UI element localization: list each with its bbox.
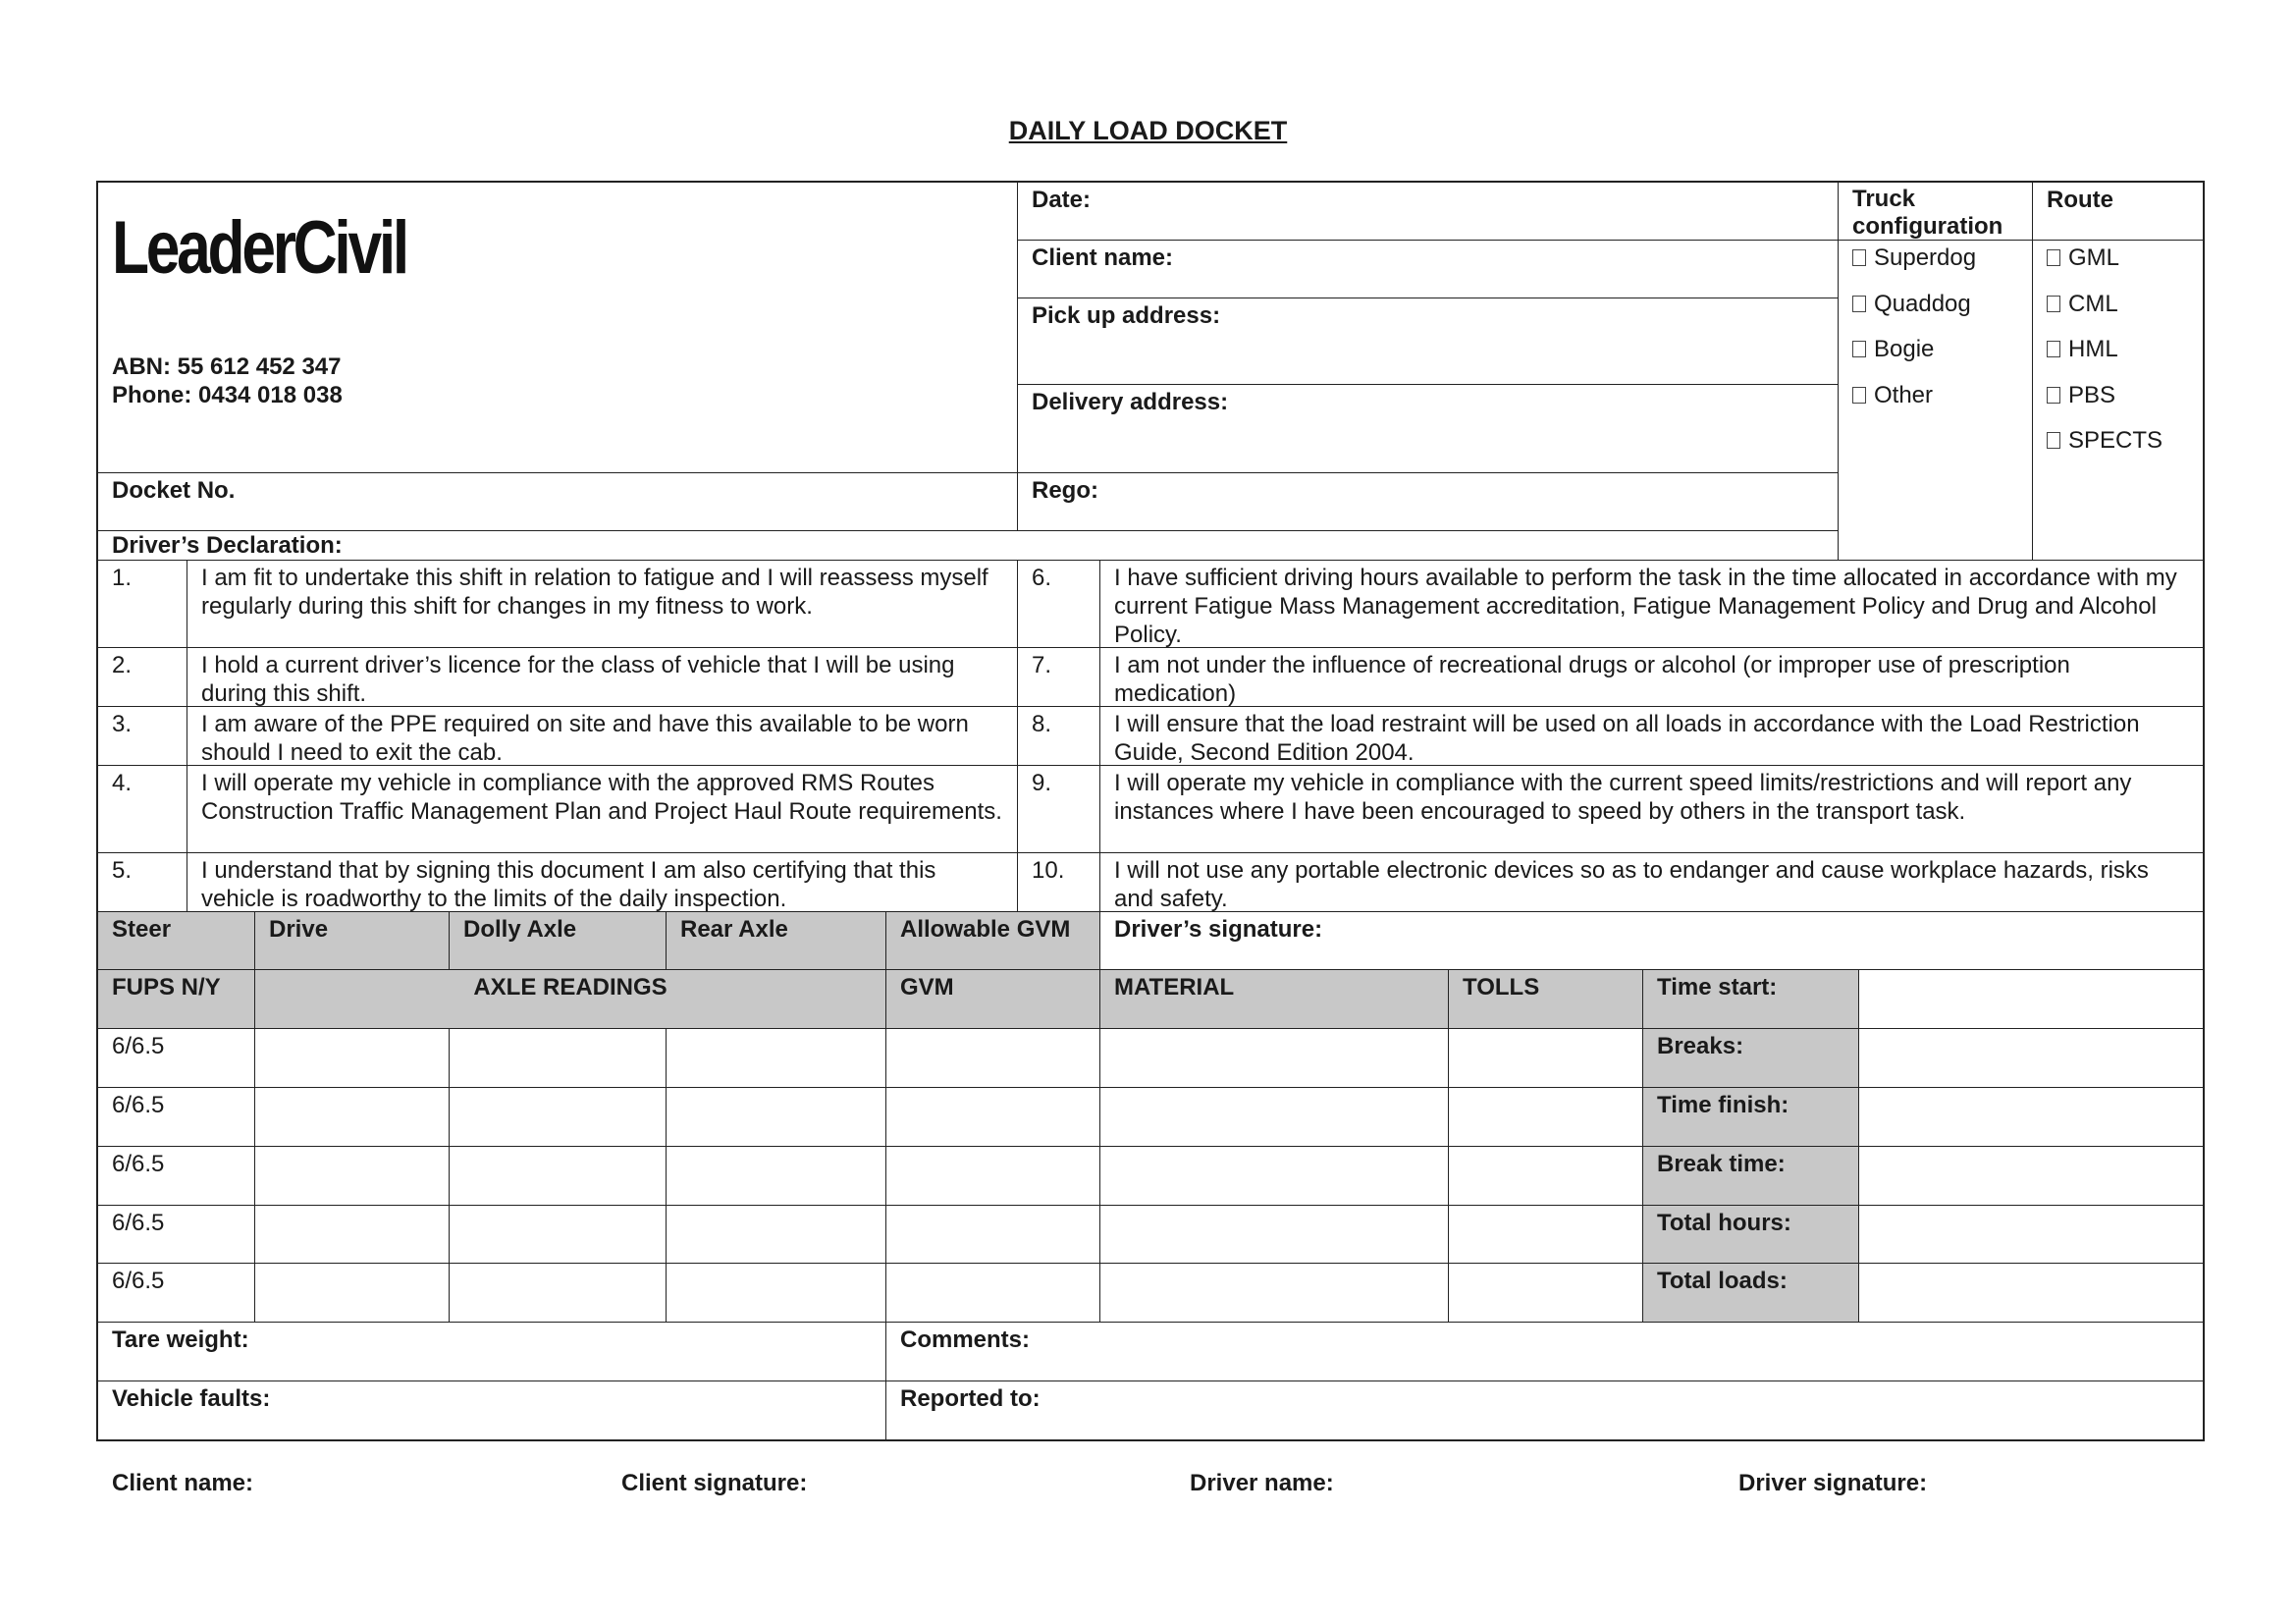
delivery-address-label: Delivery address: xyxy=(1032,389,1229,415)
pickup-address-label: Pick up address: xyxy=(1032,302,1221,329)
tolls-entry[interactable] xyxy=(1448,1087,1643,1147)
material-entry[interactable] xyxy=(1099,1146,1449,1206)
material-entry[interactable] xyxy=(1099,1263,1449,1323)
dolly-axle-entry[interactable] xyxy=(449,1205,667,1264)
docket-no-label: Docket No. xyxy=(112,477,236,504)
breaks-entry[interactable] xyxy=(1858,1028,2204,1088)
tare-weight-label: Tare weight: xyxy=(112,1326,249,1353)
gvm-header: GVM xyxy=(885,969,1100,1029)
client-name-label: Client name: xyxy=(1032,244,1174,271)
footer-driver-signature[interactable]: Driver signature: xyxy=(1738,1470,1928,1496)
route-option-label: SPECTS xyxy=(2068,427,2163,454)
tolls-entry[interactable] xyxy=(1448,1263,1643,1323)
document-title: DAILY LOAD DOCKET xyxy=(1008,116,1288,145)
rego-field[interactable] xyxy=(1017,472,1839,531)
company-block xyxy=(97,182,1018,473)
route-option-label: HML xyxy=(2068,336,2118,362)
rear-axle-header: Rear Axle xyxy=(666,911,886,970)
drive-entry[interactable] xyxy=(254,1205,450,1264)
gvm-entry[interactable] xyxy=(885,1205,1100,1264)
allowable-gvm-header: Allowable GVM xyxy=(885,911,1100,970)
material-entry[interactable] xyxy=(1099,1028,1449,1088)
declaration-text: I will not use any portable electronic devices so as to endanger and cause workplace hazards, risks and safety. xyxy=(1099,852,2204,912)
declaration-number: 8. xyxy=(1017,706,1100,766)
declaration-number: 10. xyxy=(1017,852,1100,912)
drive-entry[interactable] xyxy=(254,1028,450,1088)
rear-axle-entry[interactable] xyxy=(666,1146,886,1206)
rear-axle-entry[interactable] xyxy=(666,1205,886,1264)
docket-no-field[interactable] xyxy=(97,472,1018,531)
declaration-text: I have sufficient driving hours available to perform the task in the time allocated in accordance with my current Fatigue Mass Management accreditation, Fatigue Management Policy and Drug and Alcohol Policy. xyxy=(1099,560,2204,648)
tolls-entry[interactable] xyxy=(1448,1205,1643,1264)
delivery-address-field[interactable] xyxy=(1017,384,1839,473)
truck-option-quaddog[interactable] xyxy=(1852,290,2018,336)
declaration-number: 4. xyxy=(97,765,187,853)
truck-config-options xyxy=(1838,240,2033,561)
declaration-text: I am not under the influence of recreational drugs or alcohol (or improper use of prescription medication) xyxy=(1099,647,2204,707)
material-header: MATERIAL xyxy=(1099,969,1449,1029)
total-hours-label: Total hours: xyxy=(1642,1205,1859,1264)
steer-value: 6/6.5 xyxy=(97,1263,255,1323)
checkbox-icon[interactable] xyxy=(1852,387,1866,404)
footer-client-name[interactable]: Client name: xyxy=(112,1470,254,1496)
company-abn: ABN: 55 612 452 347 xyxy=(112,353,342,380)
truck-option-bogie[interactable] xyxy=(1852,335,2018,381)
tolls-header: TOLLS xyxy=(1448,969,1643,1029)
comments-field[interactable] xyxy=(885,1322,2204,1381)
steer-value: 6/6.5 xyxy=(97,1087,255,1147)
drive-header: Drive xyxy=(254,911,450,970)
break-time-entry[interactable] xyxy=(1858,1146,2204,1206)
truck-option-label: Quaddog xyxy=(1874,290,1971,317)
declaration-heading xyxy=(97,530,1839,561)
time-start-label: Time start: xyxy=(1642,969,1859,1029)
total-loads-label: Total loads: xyxy=(1642,1263,1859,1323)
declaration-text: I understand that by signing this document I am also certifying that this vehicle is roadworthy to the limits of the daily inspection. xyxy=(187,852,1018,912)
checkbox-icon[interactable] xyxy=(2047,249,2060,266)
steer-value: 6/6.5 xyxy=(97,1205,255,1264)
declaration-number: 1. xyxy=(97,560,187,648)
route-option-pbs[interactable] xyxy=(2047,381,2189,427)
declaration-number: 2. xyxy=(97,647,187,707)
gvm-entry[interactable] xyxy=(885,1146,1100,1206)
material-entry[interactable] xyxy=(1099,1205,1449,1264)
rear-axle-entry[interactable] xyxy=(666,1263,886,1323)
drive-entry[interactable] xyxy=(254,1146,450,1206)
declaration-number: 3. xyxy=(97,706,187,766)
declaration-number: 5. xyxy=(97,852,187,912)
client-name-field[interactable] xyxy=(1017,240,1839,298)
truck-option-label: Bogie xyxy=(1874,336,1935,362)
gvm-entry[interactable] xyxy=(885,1087,1100,1147)
route-option-label: GML xyxy=(2068,244,2120,271)
route-option-gml[interactable] xyxy=(2047,244,2189,290)
gvm-entry[interactable] xyxy=(885,1028,1100,1088)
route-header xyxy=(2032,182,2204,241)
checkbox-icon[interactable] xyxy=(2047,387,2060,404)
rego-label: Rego: xyxy=(1032,477,1098,504)
declaration-text: I am aware of the PPE required on site and have this available to be worn should I need to exit the cab. xyxy=(187,706,1018,766)
dolly-axle-entry[interactable] xyxy=(449,1263,667,1323)
vehicle-faults-field[interactable] xyxy=(97,1380,886,1440)
time-start-entry[interactable] xyxy=(1858,969,2204,1029)
drive-entry[interactable] xyxy=(254,1263,450,1323)
drivers-signature-field[interactable] xyxy=(1099,911,2204,970)
checkbox-icon[interactable] xyxy=(1852,341,1866,357)
fups-header: FUPS N/Y xyxy=(97,969,255,1029)
steer-value: 6/6.5 xyxy=(97,1146,255,1206)
declaration-text: I will operate my vehicle in compliance with the approved RMS Routes Construction Traffic Management Plan and Project Haul Route requirements. xyxy=(187,765,1018,853)
time-finish-label: Time finish: xyxy=(1642,1087,1859,1147)
tolls-entry[interactable] xyxy=(1448,1146,1643,1206)
checkbox-icon[interactable] xyxy=(2047,432,2060,449)
date-field[interactable] xyxy=(1017,182,1839,241)
route-options xyxy=(2032,240,2204,561)
declaration-text: I will operate my vehicle in compliance with the current speed limits/restrictions and will report any instances where I have been encouraged to speed by others in the transport task. xyxy=(1099,765,2204,853)
route-option-label: PBS xyxy=(2068,381,2116,408)
rear-axle-entry[interactable] xyxy=(666,1028,886,1088)
truck-option-other[interactable] xyxy=(1852,381,2018,427)
drivers-signature-label: Driver’s signature: xyxy=(1114,916,1323,943)
company-logo: LeaderCivil xyxy=(112,206,406,290)
dolly-axle-header: Dolly Axle xyxy=(449,911,667,970)
company-phone: Phone: 0434 018 038 xyxy=(112,382,343,408)
reported-to-field[interactable] xyxy=(885,1380,2204,1440)
drive-entry[interactable] xyxy=(254,1087,450,1147)
material-entry[interactable] xyxy=(1099,1087,1449,1147)
total-hours-entry[interactable] xyxy=(1858,1205,2204,1264)
truck-option-label: Other xyxy=(1874,381,1934,408)
route-label: Route xyxy=(2047,187,2113,213)
tolls-entry[interactable] xyxy=(1448,1028,1643,1088)
pickup-address-field[interactable] xyxy=(1017,298,1839,385)
axle-readings-header: AXLE READINGS xyxy=(254,969,886,1029)
total-loads-entry[interactable] xyxy=(1858,1263,2204,1323)
footer-driver-name[interactable]: Driver name: xyxy=(1190,1470,1334,1496)
steer-value: 6/6.5 xyxy=(97,1028,255,1088)
reported-to-label: Reported to: xyxy=(900,1385,1041,1412)
break-time-label: Break time: xyxy=(1642,1146,1859,1206)
dolly-axle-entry[interactable] xyxy=(449,1087,667,1147)
footer-client-signature[interactable]: Client signature: xyxy=(621,1470,808,1496)
declaration-number: 7. xyxy=(1017,647,1100,707)
breaks-label: Breaks: xyxy=(1642,1028,1859,1088)
checkbox-icon[interactable] xyxy=(1852,249,1866,266)
gvm-entry[interactable] xyxy=(885,1263,1100,1323)
route-option-spects[interactable] xyxy=(2047,426,2189,472)
truck-option-label: Superdog xyxy=(1874,244,1977,271)
declaration-text: I hold a current driver’s licence for the class of vehicle that I will be using during this shift. xyxy=(187,647,1018,707)
declaration-number: 9. xyxy=(1017,765,1100,853)
date-label: Date: xyxy=(1032,187,1092,213)
rear-axle-entry[interactable] xyxy=(666,1087,886,1147)
vehicle-faults-label: Vehicle faults: xyxy=(112,1385,271,1412)
route-option-cml[interactable] xyxy=(2047,290,2189,336)
declaration-text: I am fit to undertake this shift in relation to fatigue and I will reassess myself regularly during this shift for changes in my fitness to work. xyxy=(187,560,1018,648)
route-option-hml[interactable] xyxy=(2047,335,2189,381)
declaration-number: 6. xyxy=(1017,560,1100,648)
truck-option-superdog[interactable] xyxy=(1852,244,2018,290)
declaration-text: I will ensure that the load restraint will be used on all loads in accordance with the Load Restriction Guide, Second Edition 2004. xyxy=(1099,706,2204,766)
comments-label: Comments: xyxy=(900,1326,1031,1353)
time-finish-entry[interactable] xyxy=(1858,1087,2204,1147)
truck-config-label: Truck configuration xyxy=(1852,186,2003,240)
declaration-label: Driver’s Declaration: xyxy=(112,532,343,559)
checkbox-icon[interactable] xyxy=(2047,341,2060,357)
dolly-axle-entry[interactable] xyxy=(449,1146,667,1206)
route-option-label: CML xyxy=(2068,290,2118,317)
steer-header: Steer xyxy=(97,911,255,970)
tare-weight-field[interactable] xyxy=(97,1322,886,1381)
checkbox-icon[interactable] xyxy=(1852,296,1866,312)
dolly-axle-entry[interactable] xyxy=(449,1028,667,1088)
checkbox-icon[interactable] xyxy=(2047,296,2060,312)
truck-config-header xyxy=(1838,182,2033,241)
